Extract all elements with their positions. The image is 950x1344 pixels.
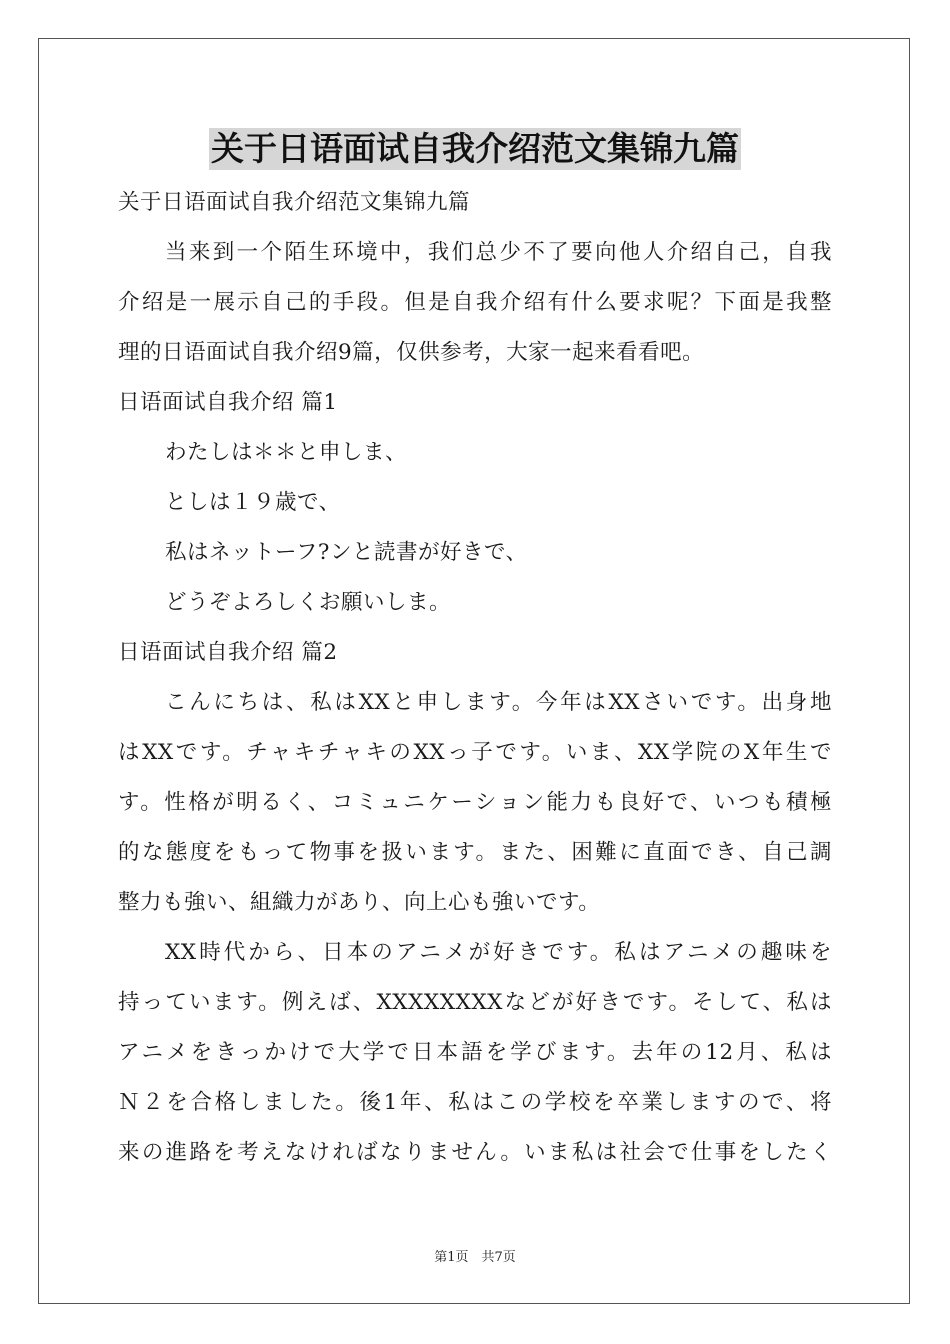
paragraph-line: 私はネットーフ?ンと読書が好きで、	[165, 540, 528, 565]
paragraph-line: 当来到一个陌生环境中，我们总少不了要向他人介绍自己，自我	[165, 240, 832, 265]
paragraph-line: 整力も強い、組織力があり、向上心も強いです。	[118, 890, 601, 915]
paragraph-line: こんにちは、私はXXと申します。今年はXXさいです。出身地	[165, 690, 832, 715]
paragraph-line: どうぞよろしくお願いしま。	[165, 590, 452, 615]
paragraph-line: はXXです。チャキチャキのXXっ子です。いま、XX学院のX年生で	[118, 740, 832, 765]
paragraph-line: す。性格が明るく、コミュニケーション能力も良好で、いつも積極	[118, 790, 832, 815]
page-footer: 第1页 共7页	[434, 1250, 516, 1265]
paragraph-line: 的な態度をもって物事を扱います。また、困難に直面でき、自己調	[118, 840, 832, 865]
paragraph-line: アニメをきっかけで大学で日本語を学びます。去年の12月、私は	[118, 1040, 832, 1065]
document-title: 关于日语面试自我介绍范文集锦九篇	[211, 129, 739, 168]
document-body	[118, 178, 832, 1178]
paragraph-line: 理的日语面试自我介绍9篇，仅供参考，大家一起来看看吧。	[118, 340, 705, 365]
paragraph-line: XX時代から、日本のアニメが好きです。私はアニメの趣味を	[165, 940, 832, 965]
section-heading: 日语面试自我介绍 篇1	[118, 390, 338, 415]
paragraph-line: 持っています。例えば、XXXXXXXXなどが好きです。そして、私は	[118, 990, 832, 1015]
section-heading: 日语面试自我介绍 篇2	[118, 640, 338, 665]
paragraph-line: 介绍是一展示自己的手段。但是自我介绍有什么要求呢？下面是我整	[118, 290, 832, 315]
paragraph-line: Ｎ２を合格しました。後1年、私はこの学校を卒業しますので、将	[118, 1090, 832, 1115]
paragraph-line: としは１９歳で、	[165, 490, 341, 515]
title-container	[0, 128, 950, 170]
paragraph-line: 来の進路を考えなければなりません。いま私は社会で仕事をしたく	[118, 1140, 832, 1165]
paragraph-line: わたしは＊＊と申しま、	[165, 440, 408, 465]
subtitle-line: 关于日语面试自我介绍范文集锦九篇	[118, 190, 471, 215]
